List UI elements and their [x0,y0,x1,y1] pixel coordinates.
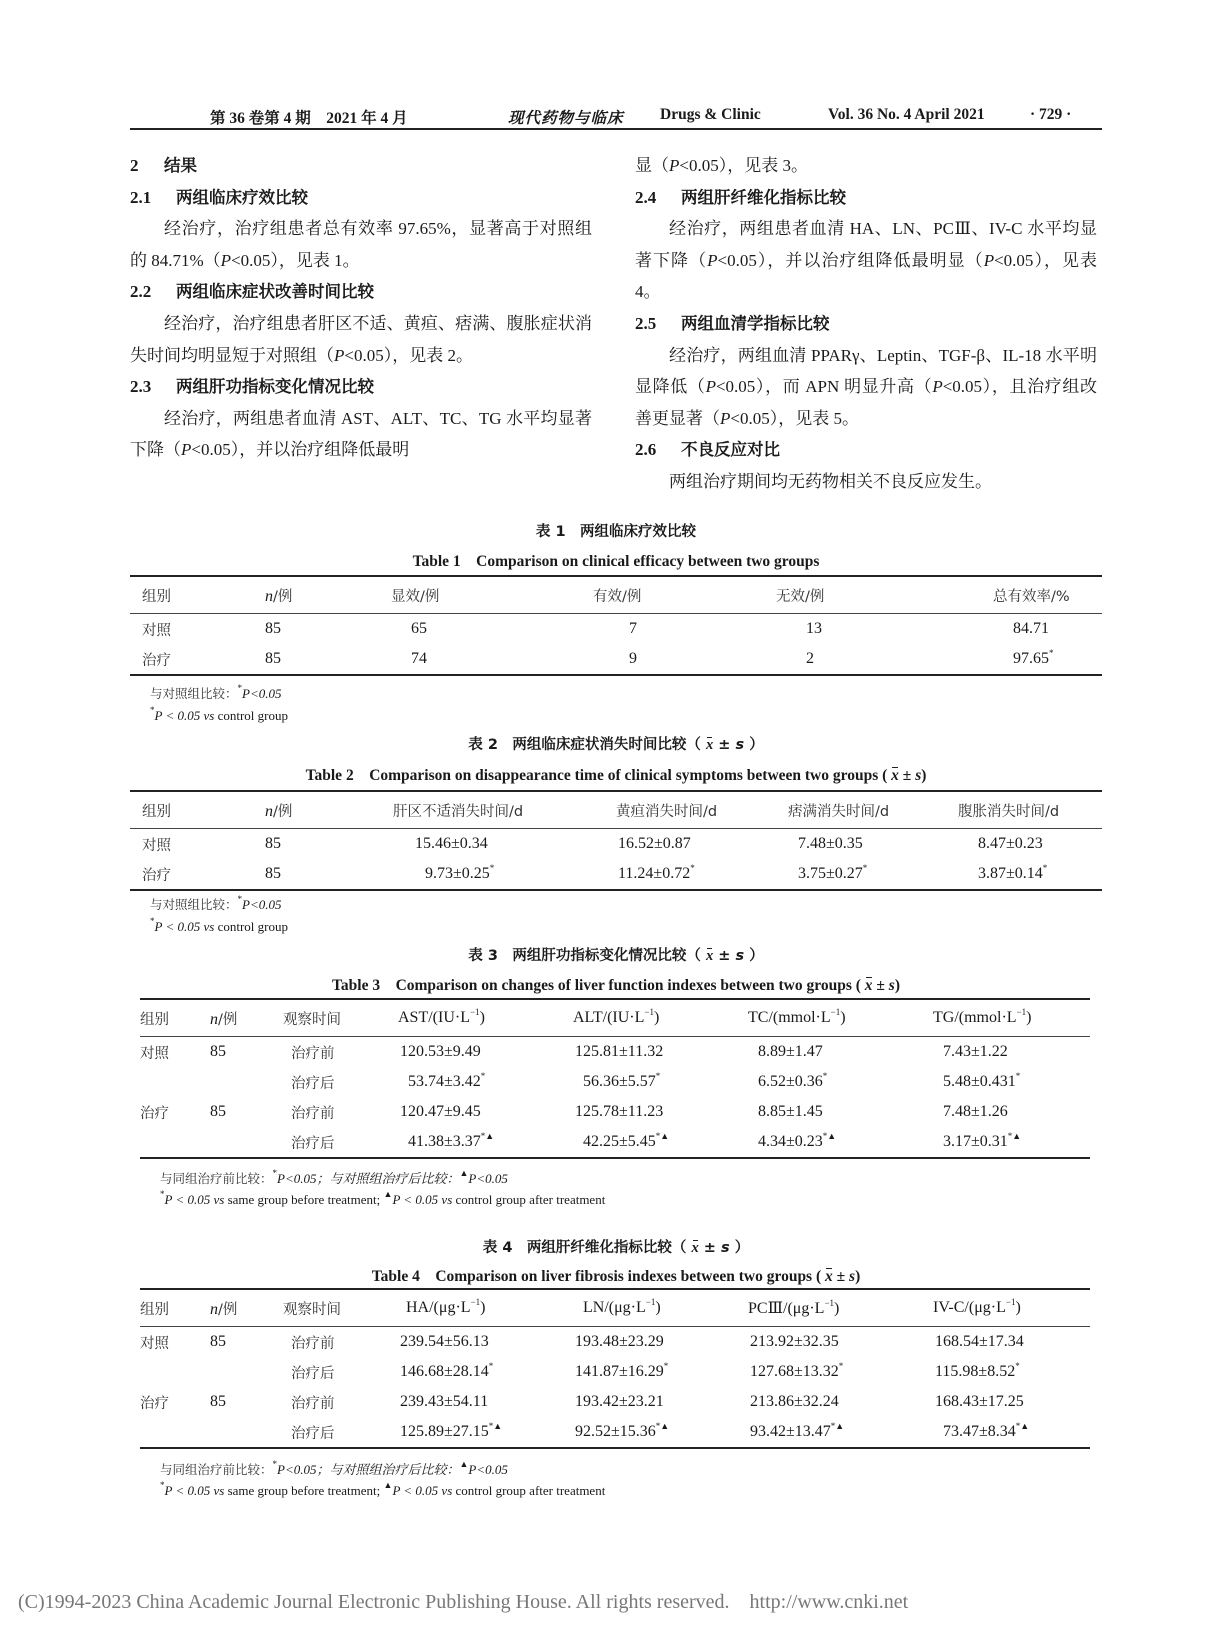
table4-cell-value: 239.54±56.13 [400,1333,489,1350]
running-header [130,104,1102,130]
table1-cell-ineffective: 13 [806,620,822,637]
table4-cell-value: 193.42±23.21 [575,1393,664,1410]
table3-cell-value: 7.48±1.26 [943,1103,1008,1120]
table4-caption-en: Table 4 Comparison on liver fibrosis indexes between two groups ( x ± s) [371,1268,861,1285]
table4-cell-value: 141.87±16.29* [575,1361,669,1380]
table4-cell-value: 168.54±17.34 [935,1333,1024,1350]
table3-cell-value: 125.78±11.23 [575,1103,664,1120]
table2-cell-n: 85 [265,865,281,882]
table2-cell-value: 16.52±0.87 [618,835,691,852]
section-heading-2-6: 2.6 不良反应对比 [635,440,780,460]
table2-cell-n: 85 [265,835,281,852]
table1-note-en: *P < 0.05 vs control group [150,705,288,723]
table4-cell-time: 治疗后 [291,1425,335,1442]
copyright-footer [18,1591,908,1614]
table3-cell-time: 治疗后 [291,1075,335,1092]
paragraph-2-1: 经治疗，治疗组患者总有效率 97.65%，显著高于对照组的 84.71%（P<0.05），见表 1。 [130,219,592,270]
table3-cell-value: 8.89±1.47 [758,1043,823,1060]
table3-row [140,1037,1090,1068]
table4-note-cn: 与同组治疗前比较：*P<0.05；与对照组治疗后比较：▲P<0.05 [160,1459,508,1477]
paragraph-2-5: 经治疗，两组血清 PPARγ、Leptin、TGF-β、IL-18 水平明显降低（P<0.05），而 APN 明显升高（P<0.05），且治疗组改善更显著（P<0.05），见表 5。 [635,345,1097,428]
paragraph-2-3: 经治疗，两组患者血清 AST、ALT、TC、TG 水平均显著下降（P<0.05），并以治疗组降低最明 [130,408,592,460]
table3-caption-cn: 表 3 两组肝功指标变化情况比较（ x ± s ） [468,948,764,964]
table3-note-cn: 与同组治疗前比较：*P<0.05；与对照组治疗后比较：▲P<0.05 [160,1168,508,1186]
copyright-text: (C)1994-2023 China Academic Journal Electronic Publishing House. All rights reserved. [18,1591,730,1613]
table1-row [130,614,1102,645]
table2-header-fullness: 痞满消失时间/d [763,791,938,829]
table3-cell-value: 56.36±5.57* [583,1071,661,1090]
table2-note-en: *P < 0.05 vs control group [150,916,288,934]
table1-cell-group: 对照 [142,622,171,639]
table3-cell-value: 8.85±1.45 [758,1103,823,1120]
table1-cell-effective: 7 [629,620,637,637]
table4-cell-value: 239.43±54.11 [400,1393,489,1410]
table4-cell-group [140,1417,210,1448]
table1-cell-marked: 65 [411,620,427,637]
table1-cell-group: 治疗 [142,652,171,669]
table1-header-n: n/例 [265,576,383,614]
header-volume-cn: 第 36 卷第 4 期 2021 年 4 月 [210,110,408,127]
table2-header-bloating: 腹胀消失时间/d [938,791,1102,829]
table3-cell-value: 120.47±9.45 [400,1103,481,1120]
table4 [140,1288,1090,1449]
table2-header-group: 组别 [130,791,265,829]
table1 [130,575,1102,676]
table3-cell-time: 治疗前 [291,1045,335,1062]
paragraph-2-4: 经治疗，两组患者血清 HA、LN、PCⅢ、IV-C 水平均显著下降（P<0.05），并以治疗组降低最明显（P<0.05），见表 4。 [635,219,1098,302]
table3-cell-value: 53.74±3.42* [408,1071,486,1090]
table4-cell-value: 193.48±23.29 [575,1333,664,1350]
section-heading-2-1: 2.1 两组临床疗效比较 [130,187,308,207]
table4-cell-value: 93.42±13.47*▲ [750,1421,845,1440]
table4-row [140,1327,1090,1358]
table4-cell-time: 治疗前 [291,1335,335,1352]
section-heading-2-3: 2.3 两组肝功指标变化情况比较 [130,377,374,397]
table3-cell-group: 治疗 [140,1105,169,1122]
table4-cell-value: 125.89±27.15*▲ [400,1421,503,1440]
table3-cell-time: 治疗后 [291,1135,335,1152]
table3-caption-en: Table 3 Comparison on changes of liver function indexes between two groups ( x ± s) [331,977,900,994]
table3-cell-n: 85 [210,1043,226,1060]
table4-cell-value: 92.52±15.36*▲ [575,1421,670,1440]
table1-header-marked: 显效/例 [383,576,583,614]
table4-cell-time: 治疗前 [291,1395,335,1412]
table1-header-total: 总有效率/% [943,576,1102,614]
table3 [140,998,1090,1159]
table1-row [130,644,1102,675]
table4-header-pciii: PCⅢ/$(\mu g\cdot L^{-1})$ [748,1289,933,1327]
section-heading-2-4: 2.4 两组肝纤维化指标比较 [635,187,846,207]
table3-header-time: 观察时间 [283,999,398,1037]
table2-cell-value: 7.48±0.35 [798,835,863,852]
table1-header-effective: 有效/例 [583,576,758,614]
header-volume-en: Vol. 36 No. 4 April 2021 [828,106,985,123]
table2-header-liver-discomfort: 肝区不适消失时间/d [383,791,588,829]
table3-cell-value: 5.48±0.431* [943,1071,1021,1090]
table4-cell-group [140,1357,210,1387]
table3-cell-value: 7.43±1.22 [943,1043,1008,1060]
table3-cell-group: 对照 [140,1045,169,1062]
table4-cell-group: 治疗 [140,1395,169,1412]
section-heading-2: 2 结果 [130,156,197,175]
table3-cell-value: 120.53±9.49 [400,1043,481,1060]
table1-caption-cn: 表 1 两组临床疗效比较 [535,524,697,540]
table2-caption-en: Table 2 Comparison on disappearance time of clinical symptoms between two groups ( x ± s) [305,767,927,784]
table1-caption-en: Table 1 Comparison on clinical efficacy between two groups [412,553,820,570]
table3-header-alt: ALT/$(IU\cdot L^{-1})$ [573,999,748,1037]
table3-header-n: n/例 [210,999,283,1037]
table3-header-group: 组别 [140,999,210,1037]
table4-header-row [140,1289,1090,1327]
table1-header-group: 组别 [130,576,265,614]
cnki-url[interactable]: http://www.cnki.net [749,1591,909,1613]
table3-cell-value: 3.17±0.31*▲ [943,1131,1022,1150]
table2-cell-value: 11.24±0.72* [618,863,695,882]
right-column [635,150,1097,498]
table2-cell-value: 15.46±0.34 [415,835,488,852]
table3-header-row [140,999,1090,1037]
table2-cell-value: 3.87±0.14* [978,863,1048,882]
table3-cell-value: 41.38±3.37*▲ [408,1131,495,1150]
table4-cell-n: 85 [210,1333,226,1350]
table3-cell-n [210,1067,283,1097]
table4-row [140,1357,1090,1387]
table3-cell-n: 85 [210,1103,226,1120]
table1-cell-ineffective: 2 [806,650,814,667]
table2-cell-group: 治疗 [142,867,171,884]
table1-cell-marked: 74 [411,650,427,667]
table3-header-tc: $TC/(mmol\cdot L^{-1})$ [748,999,933,1037]
table4-header-ha: $HA/(\mu g\cdot L^{-1})$ [398,1289,573,1327]
section-heading-2-5: 2.5 两组血清学指标比较 [635,313,830,333]
paragraph-2-3-continued: 显（P<0.05），见表 3。 [635,156,808,175]
table3-cell-value: 6.52±0.36* [758,1071,828,1090]
table3-note-en: *P < 0.05 vs same group before treatment; ▲P < 0.05 vs control group after treatment [160,1189,606,1207]
table1-cell-total: 84.71 [1013,620,1049,637]
section-heading-2-2: 2.2 两组临床症状改善时间比较 [130,282,374,302]
table4-header-group: 组别 [140,1289,210,1327]
table3-header-tg: $TG/(mmol\cdot L^{-1})$ [933,999,1090,1037]
table3-header-ast: AST/$(IU\cdot L^{-1})$ [398,999,573,1037]
table2-cell-group: 对照 [142,837,171,854]
table4-header-ln: $LN/(\mu g\cdot L^{-1})$ [573,1289,748,1327]
table4-caption-cn: 表 4 两组肝纤维化指标比较（ x ± s ） [482,1240,750,1256]
table3-cell-n [210,1127,283,1158]
table4-header-time: 观察时间 [283,1289,398,1327]
table3-row [140,1127,1090,1158]
table2-header-n: n/例 [265,791,383,829]
table4-cell-n: 85 [210,1393,226,1410]
table3-row [140,1097,1090,1127]
table4-cell-value: 73.47±8.34*▲ [943,1421,1030,1440]
table1-cell-total: 97.65* [1013,648,1054,667]
table3-row [140,1067,1090,1097]
table2-cell-value: 3.75±0.27* [798,863,868,882]
table4-cell-value: 213.86±32.24 [750,1393,839,1410]
table4-cell-value: 127.68±13.32* [750,1361,844,1380]
table2-cell-value: 8.47±0.23 [978,835,1043,852]
table4-header-n: n/例 [210,1289,283,1327]
table4-cell-value: 115.98±8.52* [935,1361,1020,1380]
table4-cell-value: 168.43±17.25 [935,1393,1024,1410]
left-column [130,150,592,466]
table1-note-cn: 与对照组比较：*P<0.05 [150,683,282,701]
table3-cell-value: 42.25±5.45*▲ [583,1131,670,1150]
header-page-number: · 729 · [1030,106,1072,123]
table2-header-jaundice: 黄疸消失时间/d [588,791,763,829]
table4-cell-n [210,1357,283,1387]
table2-row [130,859,1102,890]
table4-cell-value: 213.92±32.35 [750,1333,839,1350]
table2-row [130,829,1102,860]
header-journal-en: Drugs & Clinic [660,106,761,123]
paragraph-2-6: 两组治疗期间均无药物相关不良反应发生。 [669,471,992,491]
table3-cell-group [140,1127,210,1158]
table1-cell-n: 85 [265,650,281,667]
table4-cell-value: 146.68±28.14* [400,1361,494,1380]
table4-cell-group: 对照 [140,1335,169,1352]
table4-header-ivc: $IV-C/(\mu g\cdot L^{-1})$ [933,1289,1090,1327]
table2-cell-value: 9.73±0.25* [425,863,495,882]
table1-cell-effective: 9 [629,650,637,667]
table2-note-cn: 与对照组比较：*P<0.05 [150,894,282,912]
table2 [130,790,1102,891]
table4-row [140,1417,1090,1448]
table4-row [140,1387,1090,1417]
table2-header-row [130,791,1102,829]
table2-caption-cn: 表 2 两组临床症状消失时间比较（ x ± s ） [468,737,764,753]
table1-header-ineffective: 无效/例 [758,576,943,614]
table3-cell-time: 治疗前 [291,1105,335,1122]
table4-cell-n [210,1417,283,1448]
table3-cell-value: 125.81±11.32 [575,1043,664,1060]
table3-cell-value: 4.34±0.23*▲ [758,1131,837,1150]
table3-cell-group [140,1067,210,1097]
header-journal-cn: 现代药物与临床 [508,110,624,127]
table1-header-row [130,576,1102,614]
table1-cell-n: 85 [265,620,281,637]
table4-note-en: *P < 0.05 vs same group before treatment; ▲P < 0.05 vs control group after treatment [160,1480,606,1498]
paragraph-2-2: 经治疗，治疗组患者肝区不适、黄疸、痞满、腹胀症状消失时间均明显短于对照组（P<0.05），见表 2。 [130,313,592,365]
table4-cell-time: 治疗后 [291,1365,335,1382]
